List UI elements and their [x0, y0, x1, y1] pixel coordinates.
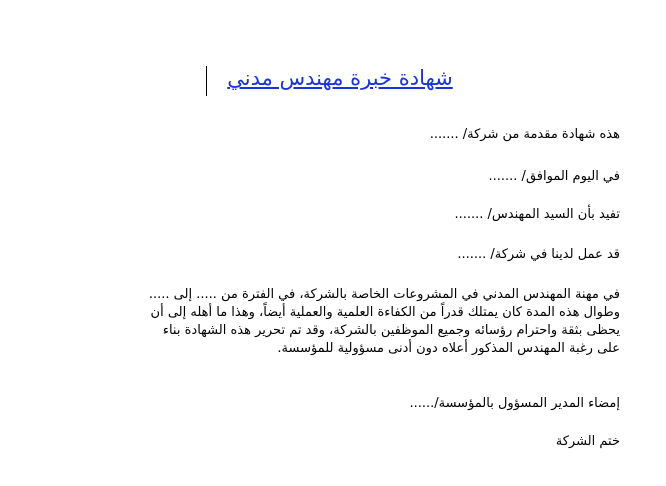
paragraph-line-1: في مهنة المهندس المدني في المشروعات الخاصة بالشركة، في الفترة من ..... إلى ..... — [148, 287, 620, 302]
body-paragraph — [60, 286, 620, 358]
worked-at-line: قد عمل لدينا في شركة/ ....... — [457, 247, 620, 262]
paragraph-line-4: على رغبة المهندس المذكور أعلاه دون أدنى مسؤولية للمؤسسة. — [277, 341, 620, 356]
date-line: في اليوم الموافق/ ....... — [488, 169, 620, 184]
document-title[interactable]: شهادة خبرة مهندس مدني — [227, 66, 453, 90]
stamp-line: ختم الشركة — [555, 434, 620, 449]
paragraph-line-3: يحظى بثقة واحترام رؤسائه وجميع الموظفين بالشركة، وقد تم تحرير هذه الشهادة بناء — [162, 323, 620, 338]
text-cursor — [206, 66, 207, 96]
engineer-line: تفيد بأن السيد المهندس/ ....... — [454, 207, 620, 222]
paragraph-line-2: وطوال هذه المدة كان يمتلك قدراً من الكفاءة العلمية والعملية أيضاً، وهذا ما أهله إلى أن — [150, 305, 620, 320]
signature-line: إمضاء المدير المسؤول بالمؤسسة/...... — [409, 396, 620, 411]
title-container — [200, 66, 480, 90]
company-line: هذه شهادة مقدمة من شركة/ ....... — [429, 127, 620, 142]
